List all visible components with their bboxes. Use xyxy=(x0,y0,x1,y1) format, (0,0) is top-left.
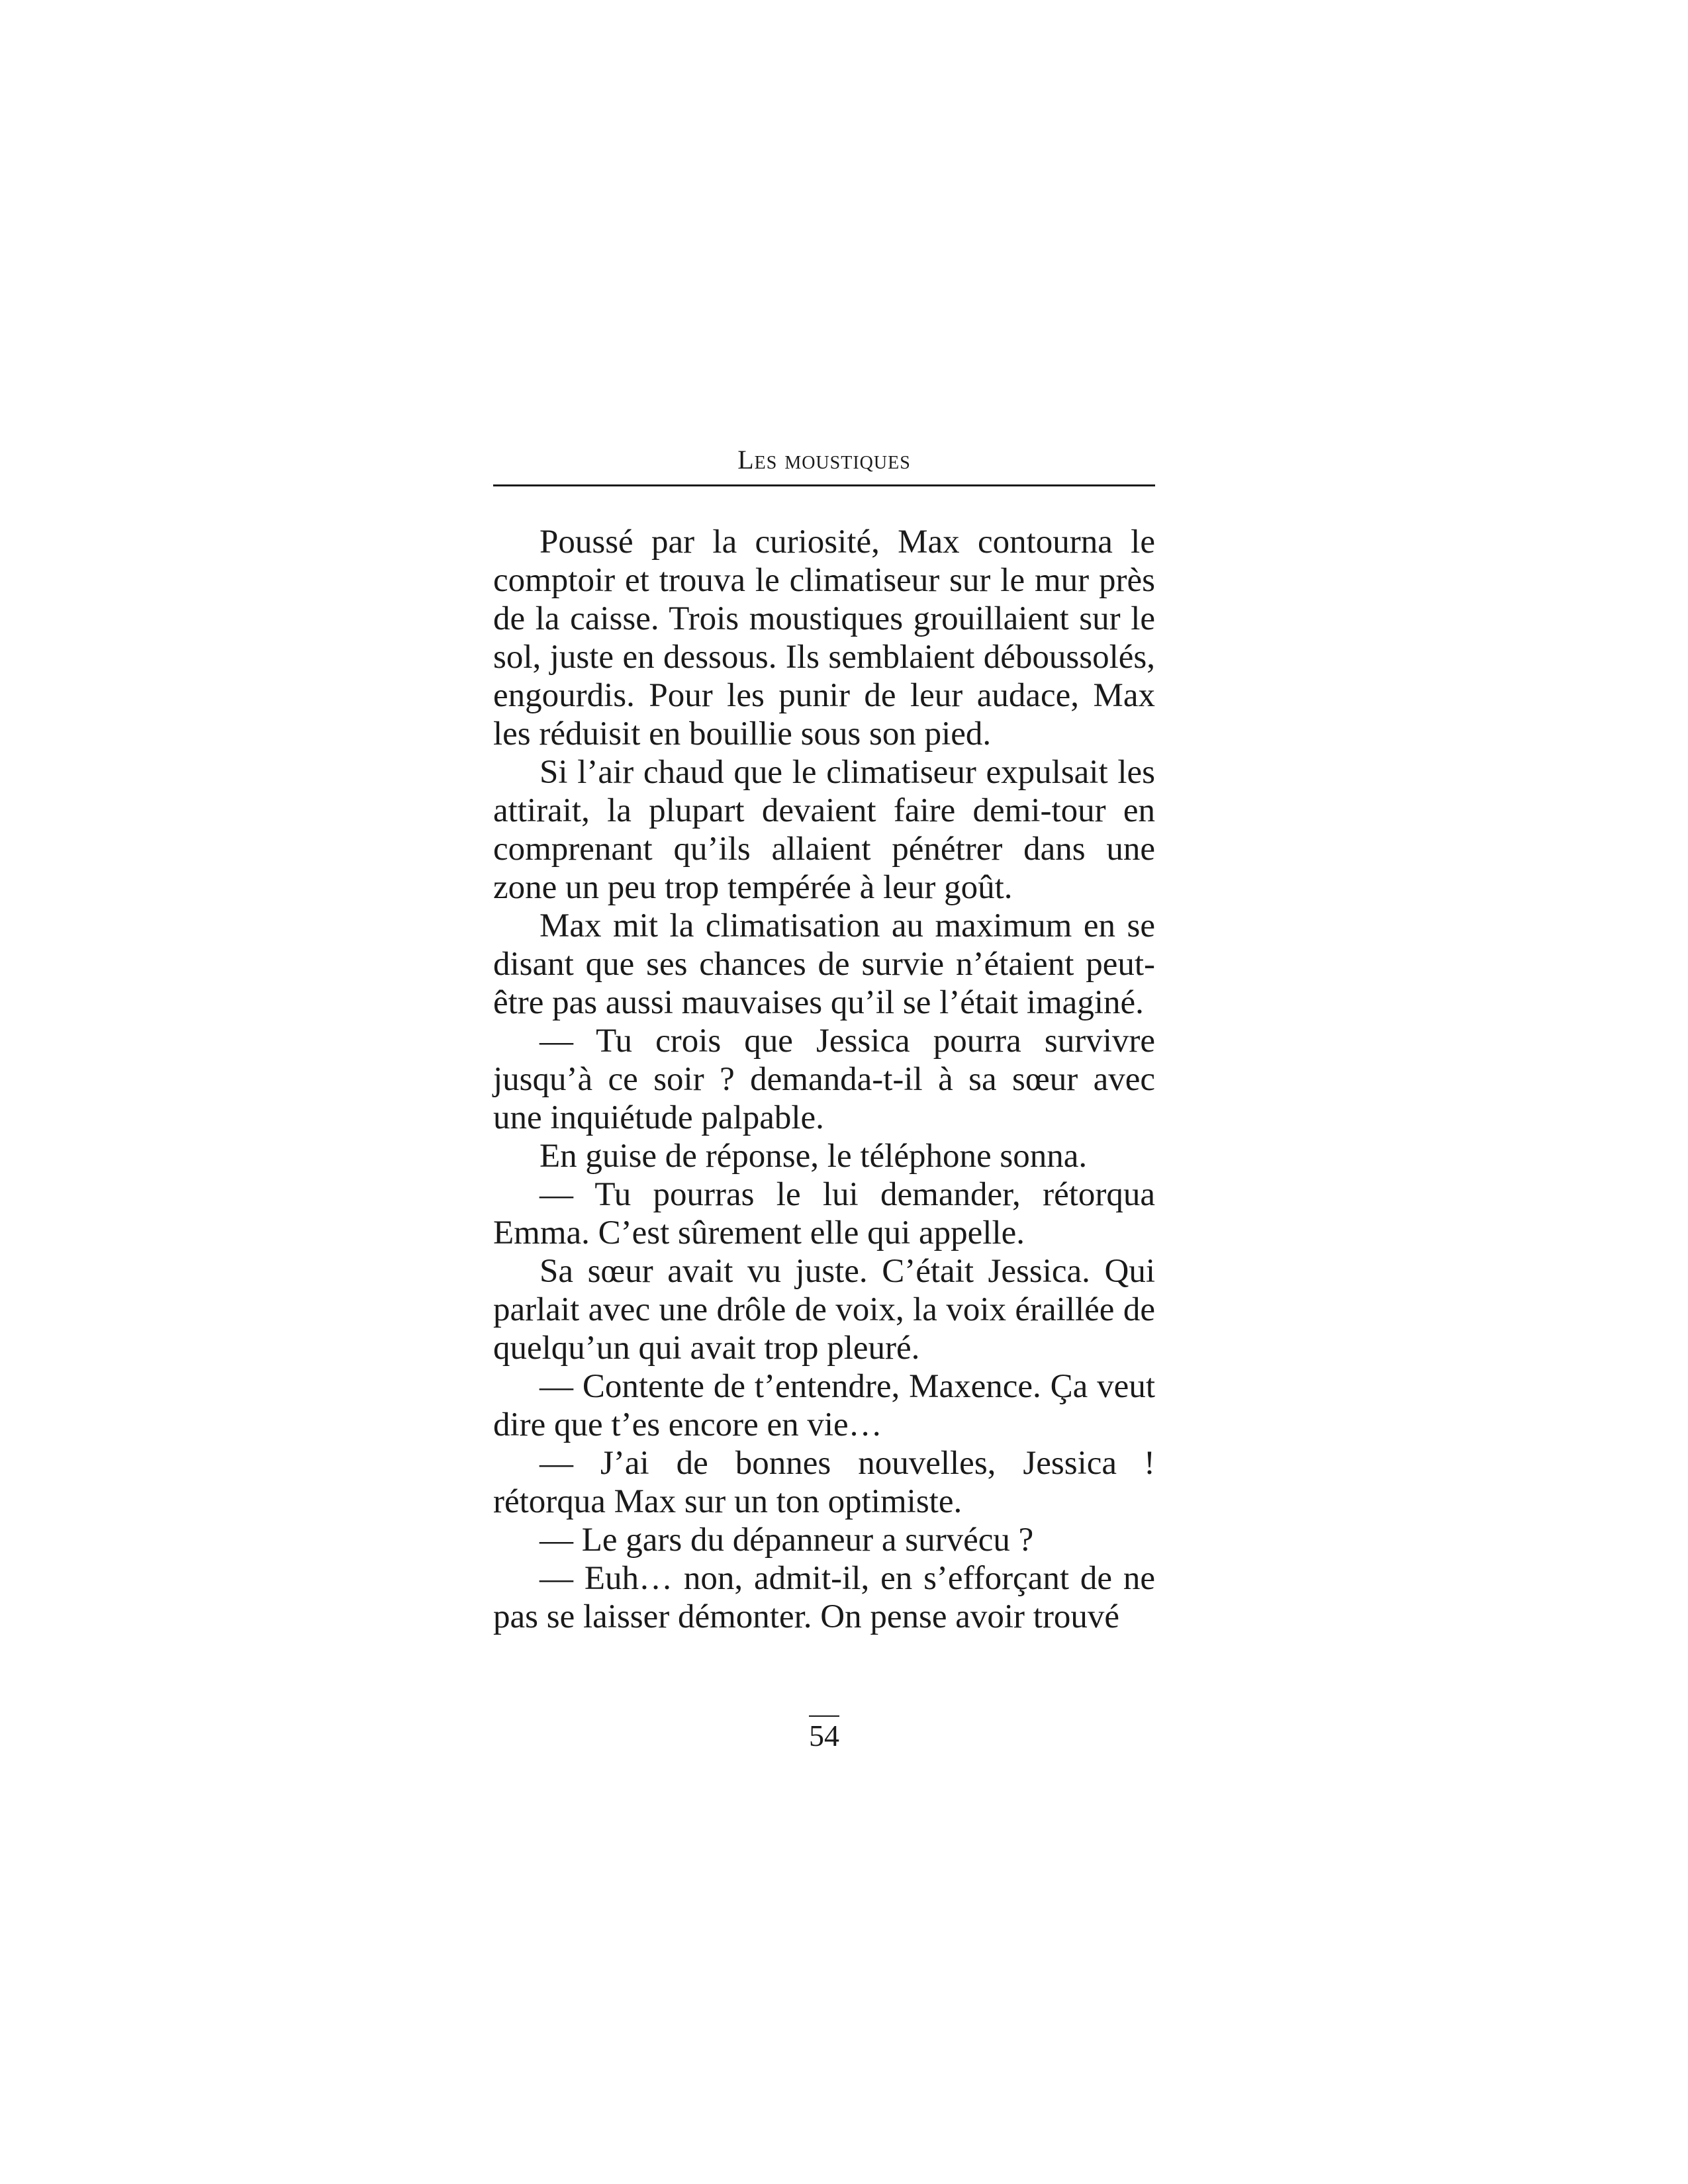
paragraph: En guise de réponse, le téléphone sonna. xyxy=(539,1138,1088,1175)
paragraph: — Euh… non, admit-il, en s’efforçant de ne pas se laisser démonter. On pense avoir trouvé xyxy=(493,1560,1155,1635)
paragraph: Poussé par la curiosité, Max contourna le comptoir et trouva le climatiseur sur le mur près de la caisse. Trois moustiques grouillaient sur le sol, juste en dessous. Ils semblaient déboussolés, engourdis. Pour les punir de leur audace, Max les réduisit en bouillie sous son pied. xyxy=(493,523,1155,752)
paragraph: — J’ai de bonnes nouvelles, Jessica ! rétorqua Max sur un ton optimiste. xyxy=(493,1445,1155,1520)
paragraph: — Le gars du dépanneur a survécu ? xyxy=(539,1522,1034,1559)
paragraph: — Contente de t’entendre, Maxence. Ça veut dire que t’es encore en vie… xyxy=(493,1368,1155,1443)
paragraph: — Tu crois que Jessica pourra survivre jusqu’à ce soir ? demanda-t-il à sa sœur avec une inquiétude palpable. xyxy=(493,1023,1155,1136)
page-number-value: 54 xyxy=(809,1715,839,1754)
paragraph: Sa sœur avait vu juste. C’était Jessica. Qui parlait avec une drôle de voix, la voix éraillée de quelqu’un qui avait trop pleuré. xyxy=(493,1253,1155,1367)
page-number xyxy=(493,1715,1155,1754)
paragraph: Si l’air chaud que le climatiseur expulsait les attirait, la plupart devaient faire demi-tour en comprenant qu’ils allaient pénétrer dans une zone un peu trop tempérée à leur goût. xyxy=(493,754,1155,906)
body-text xyxy=(493,523,1155,1636)
running-head: Les moustiques xyxy=(737,445,911,475)
header-rule xyxy=(493,484,1155,486)
paragraph: — Tu pourras le lui demander, rétorqua Emma. C’est sûrement elle qui appelle. xyxy=(493,1176,1155,1251)
paragraph: Max mit la climatisation au maximum en se disant que ses chances de survie n’étaient peut-être pas aussi mauvaises qu’il se l’était imaginé. xyxy=(493,907,1155,1021)
book-page xyxy=(493,0,1155,2184)
